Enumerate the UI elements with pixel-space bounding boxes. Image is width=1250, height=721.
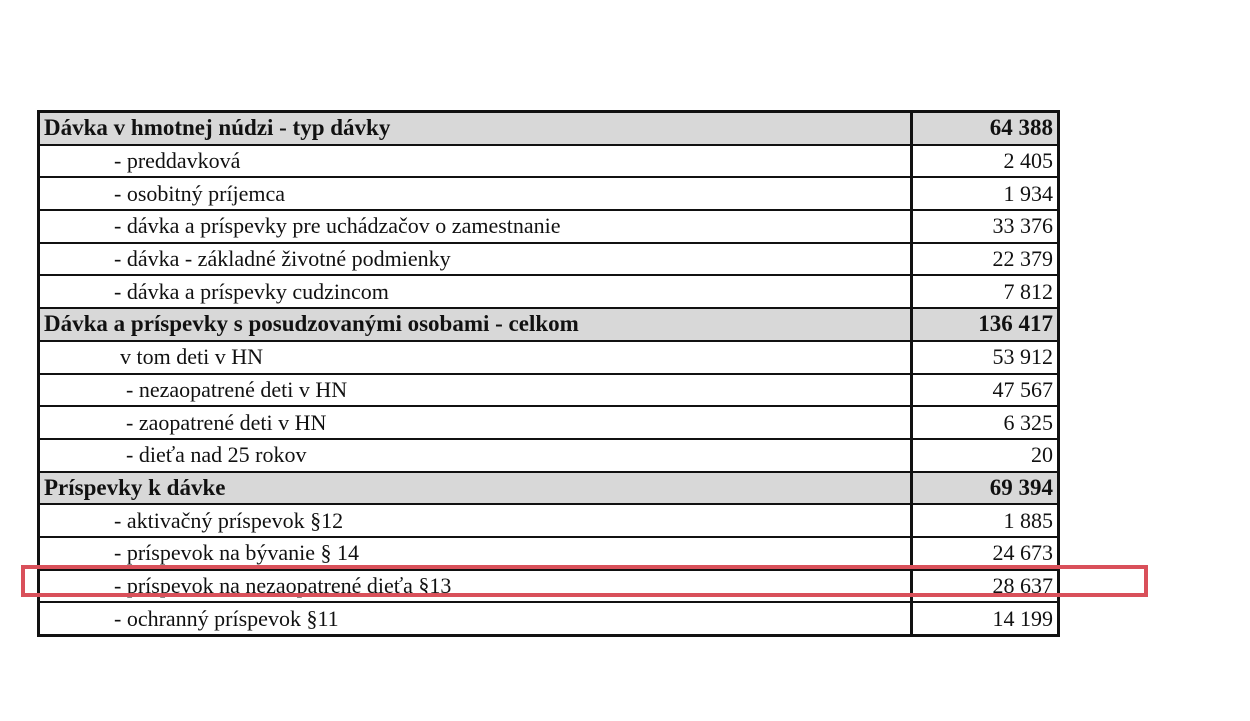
table-row-section-header xyxy=(39,112,1059,145)
table-row xyxy=(39,243,1059,276)
row-value: 33 376 xyxy=(912,210,1059,243)
table-row xyxy=(39,504,1059,537)
row-value: 64 388 xyxy=(912,112,1059,145)
table-row xyxy=(39,177,1059,210)
row-label: Dávka v hmotnej núdzi - typ dávky xyxy=(39,112,912,145)
row-label: Dávka a príspevky s posudzovanými osobami - celkom xyxy=(39,308,912,341)
row-label: - dávka a príspevky cudzincom xyxy=(39,275,912,308)
row-value: 22 379 xyxy=(912,243,1059,276)
table-row xyxy=(39,374,1059,407)
row-label: - dávka - základné životné podmienky xyxy=(39,243,912,276)
row-label: - príspevok na bývanie § 14 xyxy=(39,537,912,570)
table-row xyxy=(39,406,1059,439)
table-row xyxy=(39,439,1059,472)
row-label: - osobitný príjemca xyxy=(39,177,912,210)
row-label: - príspevok na nezaopatrené dieťa §13 xyxy=(39,570,912,603)
table-row xyxy=(39,341,1059,374)
row-value: 1 934 xyxy=(912,177,1059,210)
row-label: - dávka a príspevky pre uchádzačov o zamestnanie xyxy=(39,210,912,243)
table-row xyxy=(39,570,1059,603)
row-value: 69 394 xyxy=(912,472,1059,505)
row-label: v tom deti v HN xyxy=(39,341,912,374)
row-value: 20 xyxy=(912,439,1059,472)
row-value: 136 417 xyxy=(912,308,1059,341)
table-row-highlighted xyxy=(39,537,1059,570)
table-row-section-header xyxy=(39,308,1059,341)
row-value: 2 405 xyxy=(912,145,1059,178)
table-row xyxy=(39,145,1059,178)
row-label: Príspevky k dávke xyxy=(39,472,912,505)
row-label: - dieťa nad 25 rokov xyxy=(39,439,912,472)
row-label: - ochranný príspevok §11 xyxy=(39,602,912,635)
table-row xyxy=(39,275,1059,308)
table-row xyxy=(39,210,1059,243)
row-value: 24 673 xyxy=(912,537,1059,570)
row-label: - zaopatrené deti v HN xyxy=(39,406,912,439)
row-value: 1 885 xyxy=(912,504,1059,537)
row-value: 7 812 xyxy=(912,275,1059,308)
row-value: 53 912 xyxy=(912,341,1059,374)
table-row-section-header xyxy=(39,472,1059,505)
row-value: 47 567 xyxy=(912,374,1059,407)
benefits-table xyxy=(37,110,1060,637)
row-value: 14 199 xyxy=(912,602,1059,635)
row-label: - nezaopatrené deti v HN xyxy=(39,374,912,407)
row-value: 28 637 xyxy=(912,570,1059,603)
row-value: 6 325 xyxy=(912,406,1059,439)
row-label: - aktivačný príspevok §12 xyxy=(39,504,912,537)
row-label: - preddavková xyxy=(39,145,912,178)
table-row xyxy=(39,602,1059,635)
